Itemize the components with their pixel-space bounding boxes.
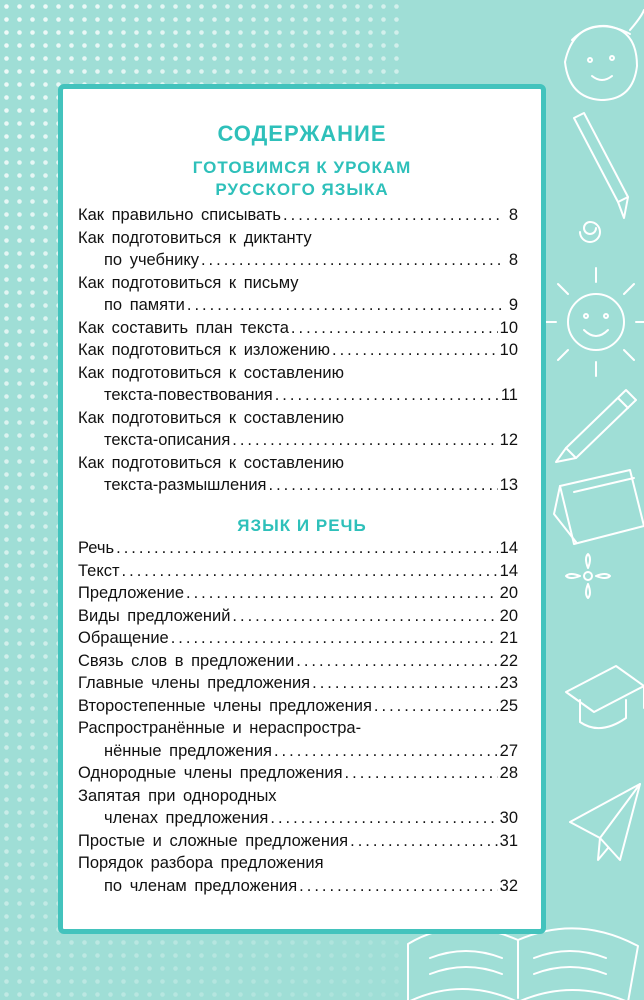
dot-leader xyxy=(350,830,498,853)
page-number: 21 xyxy=(499,629,518,647)
entry-title-continued: по памяти xyxy=(104,296,185,314)
graduation-cap-doodle xyxy=(566,666,644,728)
contents-title: СОДЕРЖАНИЕ xyxy=(217,121,387,146)
dot-leader xyxy=(275,384,499,407)
section-heading xyxy=(63,157,541,201)
section-heading-line: ГОТОВИМСЯ К УРОКАМ xyxy=(192,158,412,177)
dot-leader xyxy=(186,582,498,605)
entry-title: Запятая при однородных xyxy=(78,786,277,805)
section-heading xyxy=(63,515,541,537)
pen-doodle xyxy=(556,390,636,462)
entry-title: Простые и сложные предложения xyxy=(78,831,349,850)
entry-title: Как подготовиться к составлению xyxy=(78,363,344,382)
dot-leader xyxy=(201,249,502,272)
dot-leader xyxy=(232,605,497,628)
dot-leader xyxy=(296,650,497,673)
page-number: 13 xyxy=(499,476,518,494)
toc-entry[interactable] xyxy=(78,537,518,560)
entry-title: Как подготовиться к диктанту xyxy=(78,228,312,247)
entry-title: Порядок разбора предложения xyxy=(78,854,324,872)
page-number: 14 xyxy=(499,539,518,557)
toc-entry[interactable] xyxy=(78,717,518,762)
dot-leader xyxy=(332,339,498,362)
toc-entry[interactable] xyxy=(78,452,518,497)
toc-entry[interactable] xyxy=(78,605,518,628)
dot-leader xyxy=(122,560,498,583)
page-number: 31 xyxy=(499,831,518,850)
open-book-doodle xyxy=(408,928,638,1000)
entry-title: Однородные члены предложения xyxy=(78,764,343,782)
entry-title: Текст xyxy=(78,561,120,580)
toc-entry[interactable] xyxy=(78,339,518,362)
page-number: 27 xyxy=(499,741,518,760)
entry-title: Как подготовиться к составлению xyxy=(78,453,344,472)
dot-leader xyxy=(374,695,498,718)
girl-face-doodle xyxy=(565,10,644,100)
toc-entry[interactable] xyxy=(78,560,518,583)
entry-title: Виды предложений xyxy=(78,606,231,625)
page-number: 14 xyxy=(499,561,518,580)
dot-leader xyxy=(232,429,497,452)
page-number: 12 xyxy=(499,431,518,449)
toc-entry[interactable] xyxy=(78,317,518,340)
toc-entry[interactable] xyxy=(78,650,518,673)
toc-entry[interactable] xyxy=(78,204,518,227)
dot-leader xyxy=(312,672,498,695)
toc-list xyxy=(78,537,518,897)
toc-entry[interactable] xyxy=(78,407,518,452)
toc-entry[interactable] xyxy=(78,272,518,317)
entry-title-continued: текста-размышления xyxy=(104,476,267,494)
entry-title: Связь слов в предложении xyxy=(78,651,295,670)
entry-title: Предложение xyxy=(78,584,185,602)
entry-title: Как подготовиться к составлению xyxy=(78,408,344,427)
toc-entry[interactable] xyxy=(78,672,518,695)
toc-entry[interactable] xyxy=(78,762,518,785)
page-number: 22 xyxy=(499,651,518,670)
page-number: 28 xyxy=(499,764,518,782)
contents-page xyxy=(58,84,546,934)
dot-leader xyxy=(345,762,498,785)
notebook-doodle xyxy=(554,470,644,544)
dot-leader xyxy=(171,627,498,650)
dot-leader xyxy=(291,317,498,340)
page-number: 8 xyxy=(508,251,518,269)
page-number: 32 xyxy=(499,876,518,895)
dot-leader xyxy=(270,807,497,830)
toc-entry[interactable] xyxy=(78,582,518,605)
entry-title: Как подготовиться к изложению xyxy=(78,341,331,359)
page-number: 20 xyxy=(499,606,518,625)
toc-list xyxy=(78,204,518,497)
pencil-doodle xyxy=(574,113,628,218)
dot-leader xyxy=(283,204,502,227)
entry-title-continued: нённые предложения xyxy=(104,741,272,760)
toc-entry[interactable] xyxy=(78,227,518,272)
entry-title-continued: по членам предложения xyxy=(104,876,298,895)
page-number: 10 xyxy=(499,318,518,337)
entry-title: Обращение xyxy=(78,629,169,647)
toc-entry[interactable] xyxy=(78,362,518,407)
paper-plane-doodle xyxy=(570,784,640,860)
page-number: 11 xyxy=(500,386,518,404)
page-number: 25 xyxy=(499,696,518,715)
toc-entry[interactable] xyxy=(78,785,518,830)
section-heading-line: РУССКОГО ЯЗЫКА xyxy=(215,180,389,199)
toc-entry[interactable] xyxy=(78,627,518,650)
entry-title-continued: текста-повествования xyxy=(104,386,273,404)
entry-title: Распространённые и нераспростра- xyxy=(78,719,362,737)
spiral-doodle xyxy=(580,222,600,242)
entry-title: Как составить план текста xyxy=(78,318,289,337)
entry-title: Речь xyxy=(78,539,115,557)
entry-title-continued: по учебнику xyxy=(104,251,199,269)
sun-doodle xyxy=(542,268,644,376)
page-number: 23 xyxy=(499,674,518,692)
entry-title-continued: членах предложения xyxy=(104,809,269,827)
dot-leader xyxy=(187,294,502,317)
dot-leader xyxy=(299,875,497,898)
entry-title-continued: текста-описания xyxy=(104,431,231,449)
entry-title: Как правильно списывать xyxy=(78,206,282,224)
dot-leader xyxy=(274,740,498,763)
entry-title: Главные члены предложения xyxy=(78,674,311,692)
dot-leader xyxy=(116,537,498,560)
page-number: 30 xyxy=(499,809,518,827)
entry-title: Второстепенные члены предложения xyxy=(78,696,372,715)
entry-title: Как подготовиться к письму xyxy=(78,273,299,292)
page-number: 8 xyxy=(508,206,518,224)
page-number: 10 xyxy=(499,341,518,359)
section-heading-line: ЯЗЫК И РЕЧЬ xyxy=(237,516,367,535)
flower-doodle xyxy=(566,554,610,598)
page-number: 9 xyxy=(508,296,518,314)
toc-entry[interactable] xyxy=(78,852,518,897)
dot-leader xyxy=(269,474,498,497)
toc-entry[interactable] xyxy=(78,695,518,718)
toc-entry[interactable] xyxy=(78,830,518,853)
page-number: 20 xyxy=(499,584,518,602)
